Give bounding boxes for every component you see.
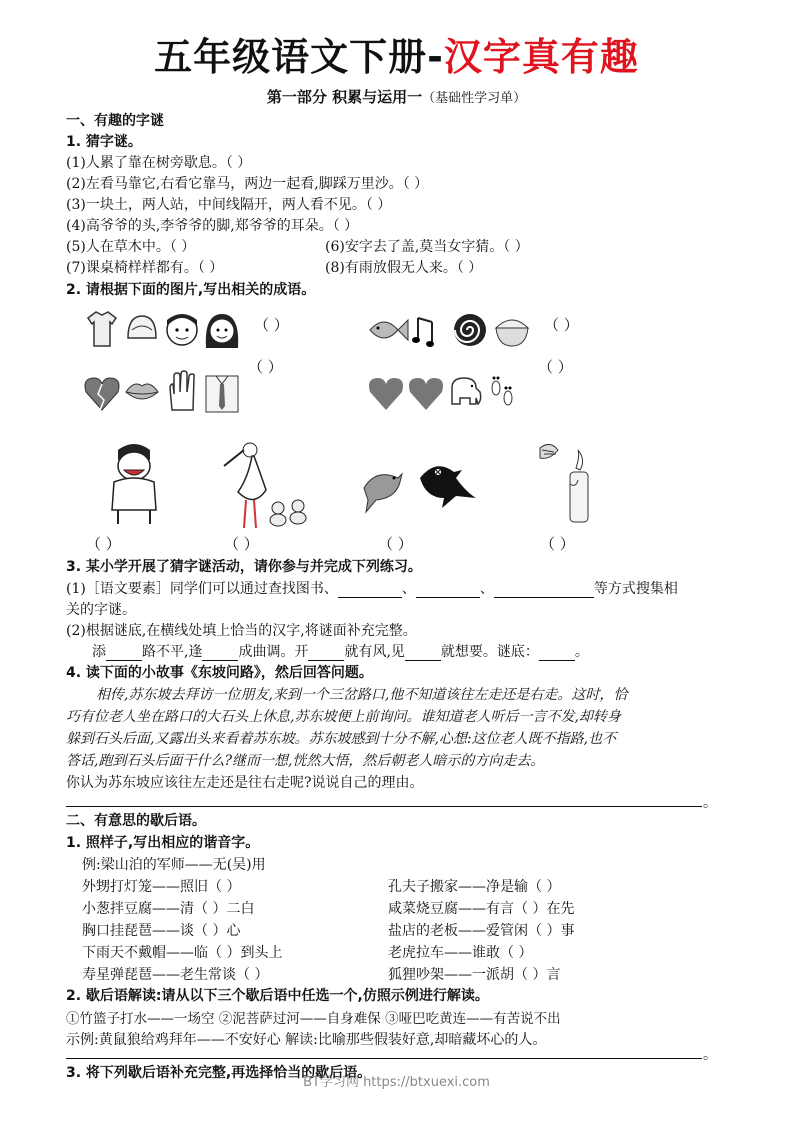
fill-blank[interactable]	[338, 581, 402, 598]
rebus-row2-right	[368, 370, 538, 416]
fill-blank[interactable]	[416, 581, 480, 598]
question-2-1: 1. 照样子,写出相应的谐音字。	[66, 835, 260, 851]
question-3-1-tail: 等方式搜集相	[593, 581, 678, 597]
riddle-fill-text: 就想要。谜底：	[440, 644, 539, 660]
laughing-man-icon	[106, 440, 166, 528]
question-4-ask: 你认为苏东坡应该往左走还是往右走呢?说说自己的理由。	[66, 775, 424, 791]
story-line-3: 躲到石头后面,又露出头来看着苏东坡。苏东坡感到十分不解,心想:这位老人既不指路,也不	[66, 731, 617, 747]
question-2-2: 2. 歇后语解读:请从以下三个歇后语中任选一个,仿照示例进行解读。	[66, 988, 489, 1004]
xiehouyu-left-4: 下雨天不戴帽——临（ ）到头上	[82, 945, 283, 961]
birds-icon	[356, 458, 480, 514]
riddle-fill-text: 就有风,见	[344, 644, 405, 660]
elephant-icon	[452, 378, 481, 404]
girl-face-icon	[206, 314, 238, 348]
example-line: 例:梁山泊的军师——无(吴)用	[82, 857, 266, 873]
section-subtitle	[0, 86, 793, 107]
answer-paren-pic-1[interactable]: （ ）	[86, 535, 121, 553]
story-line-4: 答话,跑到石头后面干什么?继而一想,恍然大悟，然后朝老人暗示的方向走去。	[66, 753, 545, 769]
answer-paren-pic-2[interactable]: （ ）	[224, 535, 259, 553]
xiehouyu-example: 示例:黄鼠狼给鸡拜年——不安好心 解读:比喻那些假装好意,却暗藏坏心的人。	[66, 1032, 547, 1048]
question-1-3: 3. 某小学开展了猜字谜活动，请你参与并完成下列练习。	[66, 559, 422, 575]
fill-blank[interactable]	[308, 644, 344, 661]
answer-paren-rebus-1[interactable]: （ ）	[254, 316, 289, 334]
fish-icon	[370, 320, 408, 340]
xiehouyu-left-5: 寿星弹琵琶——老生常谈（ ）	[82, 967, 269, 983]
fill-blank[interactable]	[539, 644, 575, 661]
xiehouyu-right-1: 孔夫子搬家——净是输（ ）	[388, 879, 561, 895]
rebus-row1-right	[368, 308, 538, 354]
music-note-icon	[412, 318, 434, 347]
shirt-tie-icon	[206, 376, 238, 412]
question-1-2: 2. 请根据下面的图片,写出相关的成语。	[66, 282, 316, 298]
answer-paren-rebus-4[interactable]: （ ）	[538, 358, 573, 376]
question-3-1-cont: 关的字谜。	[66, 602, 136, 618]
fill-blank[interactable]	[494, 581, 594, 598]
subtitle-note: （基础性学习单）	[422, 91, 527, 106]
answer-paren-rebus-3[interactable]: （ ）	[248, 358, 283, 376]
riddle-fill-line	[92, 641, 589, 661]
riddle-7: (7)课桌椅样样都有。（ ）	[66, 260, 224, 276]
xiehouyu-left-3: 胸口挂琵琶——谈（ ）心	[82, 923, 241, 939]
crane-and-chicks-icon	[214, 438, 314, 530]
xiehouyu-right-5: 狐狸吵架——一派胡（ ）言	[388, 967, 561, 983]
riddle-5: (5)人在草木中。（ ）	[66, 239, 196, 255]
page-title	[0, 26, 793, 81]
xiehouyu-right-4: 老虎拉车——谁敢（ ）	[388, 945, 533, 961]
rebus-row2-left	[84, 370, 244, 416]
fill-blank[interactable]	[202, 644, 238, 661]
riddle-fill-text: 成曲调。开	[238, 644, 309, 660]
subtitle-text: 第一部分 积累与运用一	[266, 88, 423, 106]
period-mark: 。	[703, 795, 717, 811]
riddle-4: (4)高爷爷的头,李爷爷的脚,郑爷爷的耳朵。（ ）	[66, 218, 359, 234]
riddle-fill-text: 添	[92, 644, 106, 660]
bun-icon	[128, 316, 156, 338]
period-mark: 。	[703, 1047, 717, 1063]
question-2-3: 3. 将下列歇后语补充完整,再选择恰当的歇后语。	[66, 1065, 372, 1081]
riddle-8: (8)有雨放假无人来。（ ）	[325, 260, 483, 276]
question-3-1-text: (1)［语文要素］同学们可以通过查找图书、	[66, 581, 338, 597]
riddle-1: (1)人累了靠在树旁歇息。（ ）	[66, 155, 252, 171]
rebus-row1-left	[84, 308, 244, 354]
watermark-footer: BT学习网 https://btxuexi.com	[303, 1075, 490, 1090]
answer-paren-rebus-2[interactable]: （ ）	[544, 316, 579, 334]
lips-icon	[126, 384, 158, 399]
question-1-1: 1. 猜字谜。	[66, 134, 142, 150]
riddle-2: (2)左看马靠它,右看它靠马，两边一起看,脚踩万里沙。（ ）	[66, 176, 429, 192]
footprints-icon	[492, 377, 512, 406]
riddle-6: (6)安字去了盖,莫当女字猜。（ ）	[325, 239, 529, 255]
heart-icon	[409, 378, 443, 410]
xiehouyu-left-2: 小葱拌豆腐——清（ ）二白	[82, 901, 255, 917]
moth-and-candle-icon	[532, 440, 602, 528]
section-one-heading: 一、有趣的字谜	[66, 113, 164, 129]
question-3-1: (1)［语文要素］同学们可以通过查找图书、 、 、 等方式搜集相	[66, 581, 678, 597]
answer-line[interactable]	[66, 806, 702, 807]
answer-paren-pic-4[interactable]: （ ）	[540, 535, 575, 553]
boy-face-icon	[167, 314, 197, 345]
section-two-heading: 二、有意思的歇后语。	[66, 813, 206, 829]
riddle-fill-text: 路不平,逢	[142, 644, 203, 660]
answer-paren-pic-3[interactable]: （ ）	[378, 535, 413, 553]
shirt-icon	[88, 312, 116, 346]
rice-bowl-icon	[496, 320, 528, 346]
question-1-4: 4. 读下面的小故事《东坡问路》，然后回答问题。	[66, 665, 373, 681]
question-3-2: (2)根据谜底,在横线处填上恰当的汉字,将谜面补充完整。	[66, 623, 417, 639]
heart-icon	[369, 378, 403, 410]
swirl-icon	[454, 314, 486, 346]
broken-heart-icon	[85, 378, 119, 410]
xiehouyu-options: ①竹篮子打水——一场空 ②泥菩萨过河——自身难保 ③哑巴吃黄连——有苦说不出	[66, 1011, 561, 1027]
xiehouyu-right-3: 盐店的老板——爱管闲（ ）事	[388, 923, 575, 939]
period-mark: 。	[574, 644, 589, 660]
riddle-3: (3)一块土，两人站，中间线隔开，两人看不见。（ ）	[66, 197, 392, 213]
story-line-2: 巧有位老人坐在路口的大石头上休息,苏东坡便上前询问。谁知道老人听后一言不发,却转身	[66, 709, 621, 725]
xiehouyu-right-2: 咸菜烧豆腐——有言（ ）在先	[388, 901, 575, 917]
title-main: 五年级语文下册-	[154, 35, 444, 79]
answer-line[interactable]	[66, 1058, 702, 1059]
title-highlight: 汉字真有趣	[443, 35, 639, 79]
fill-blank[interactable]	[405, 644, 441, 661]
fill-blank[interactable]	[106, 644, 142, 661]
xiehouyu-left-1: 外甥打灯笼——照旧（ ）	[82, 879, 241, 895]
story-line-1: 相传,苏东坡去拜访一位朋友,来到一个三岔路口,他不知道该往左走还是右走。这时，恰	[96, 687, 628, 703]
hand-icon	[170, 371, 194, 410]
